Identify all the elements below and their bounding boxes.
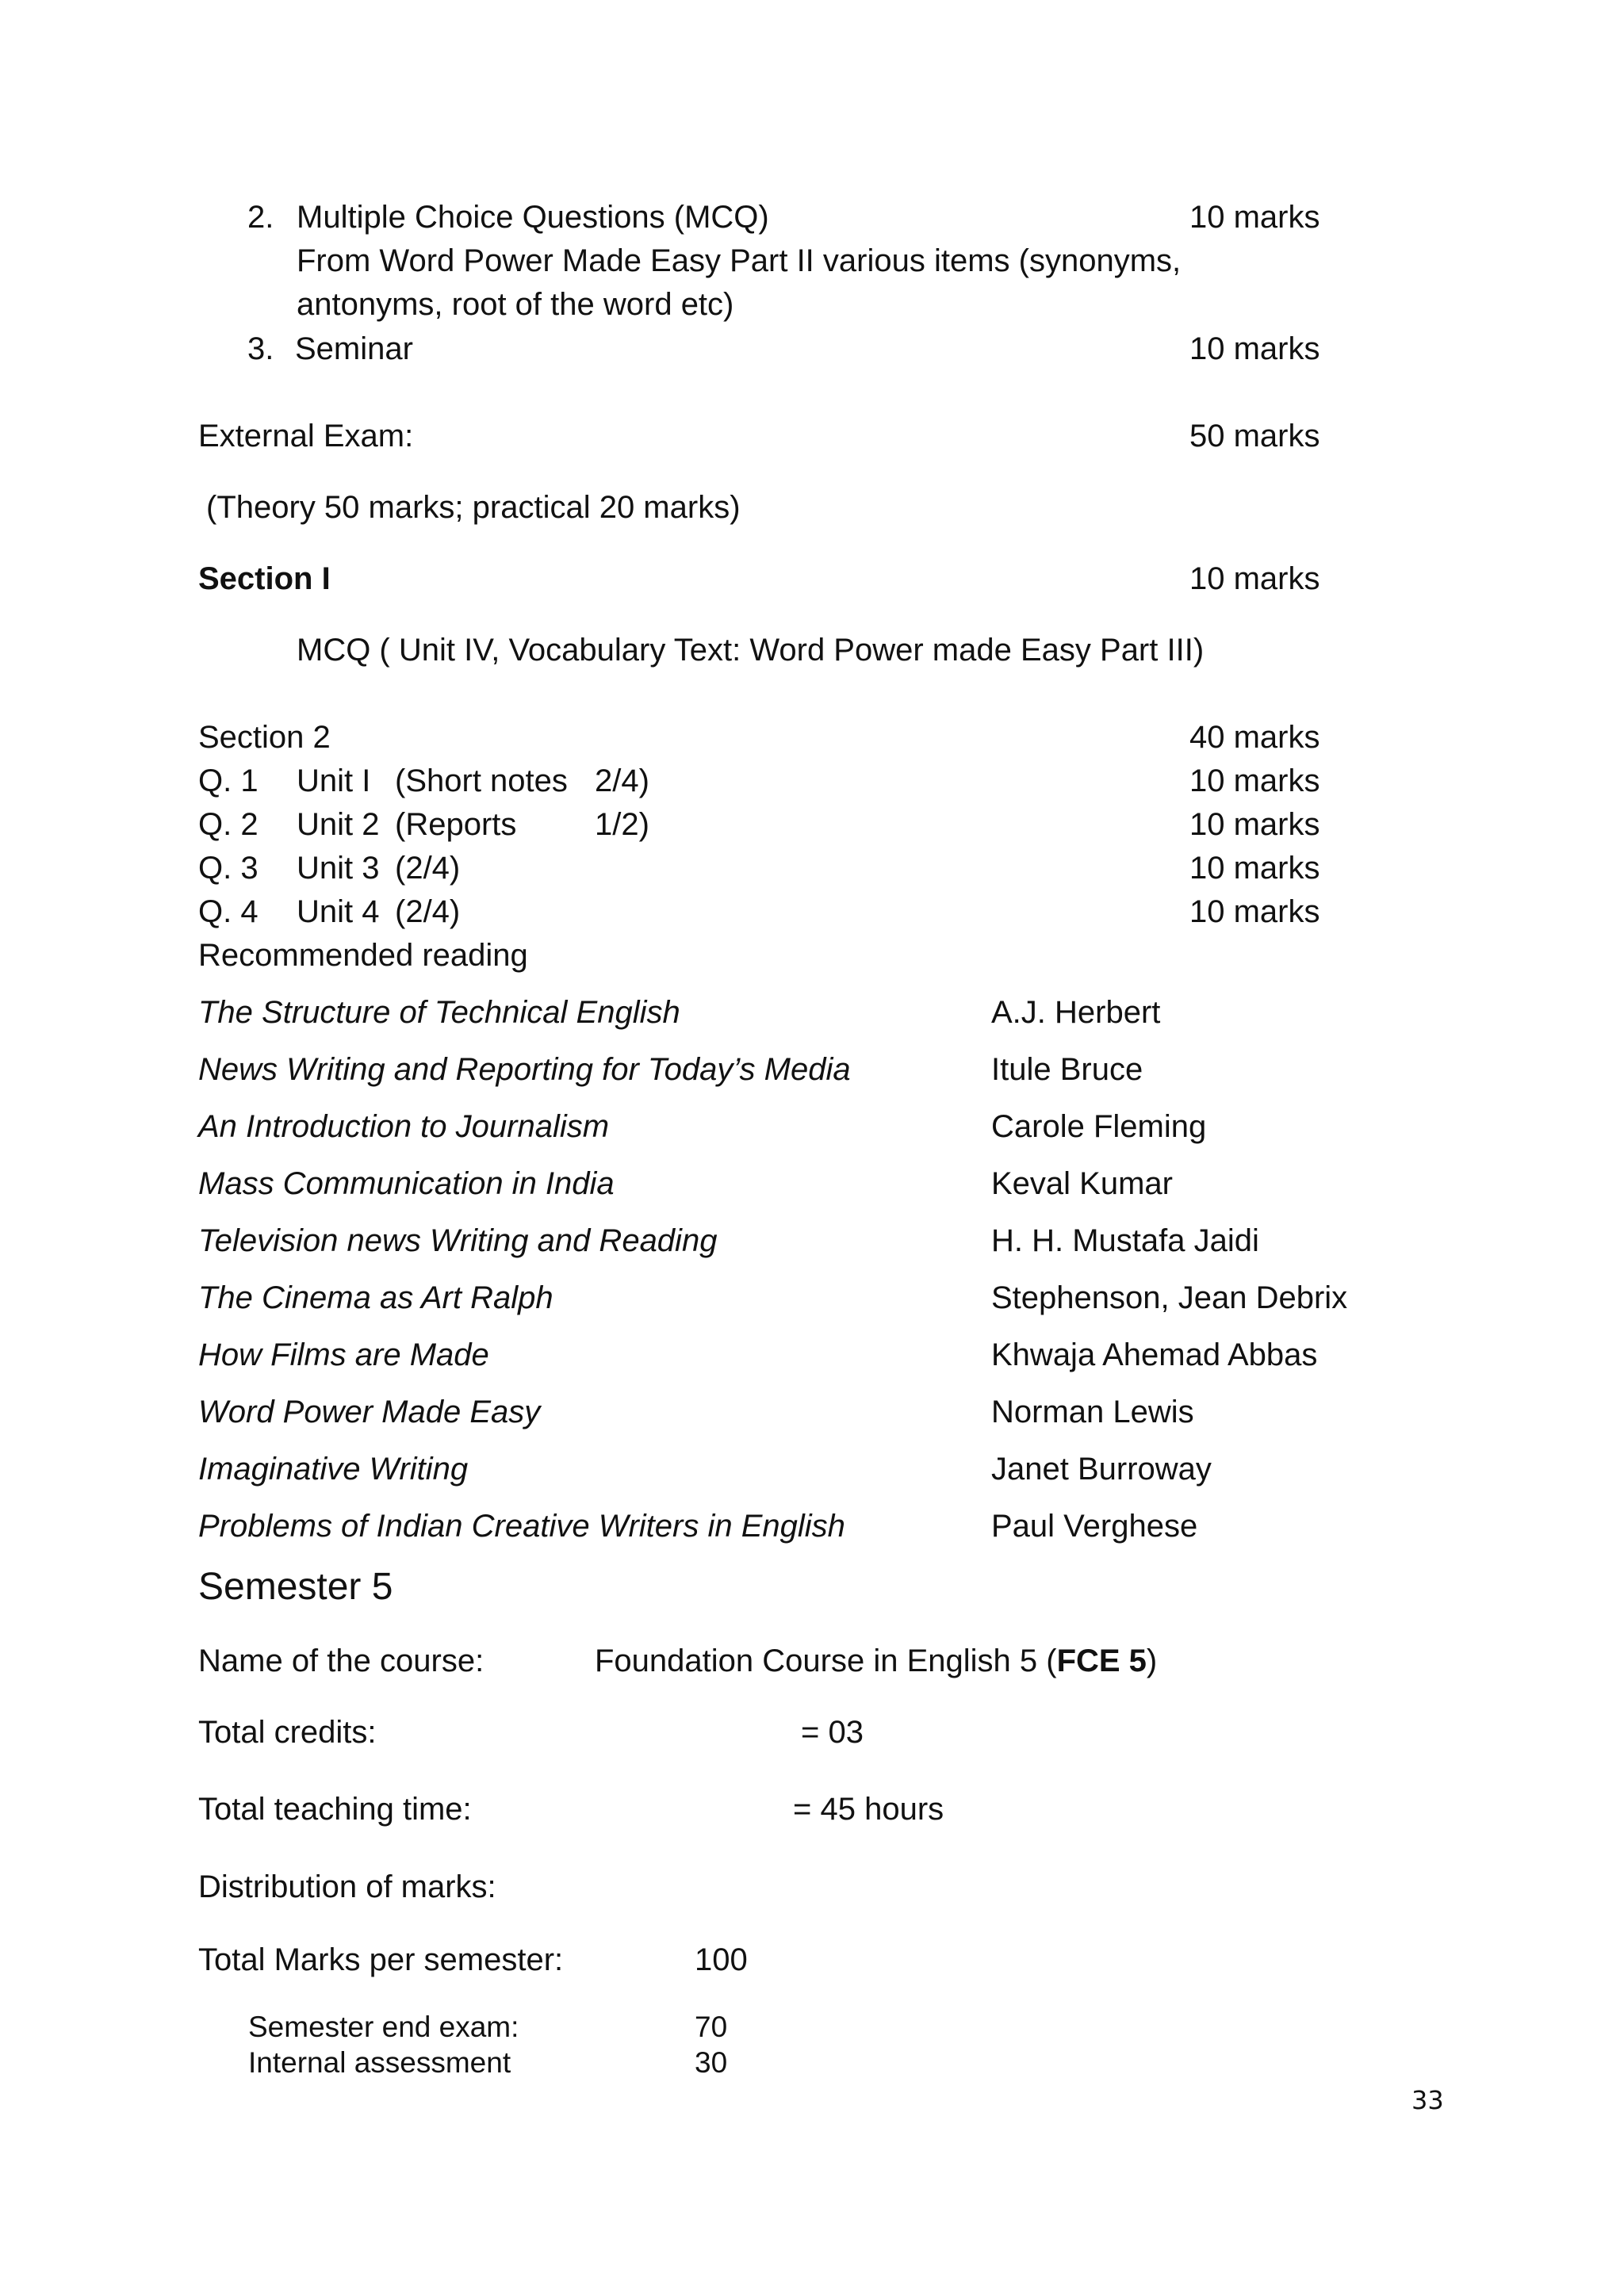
book-author: Paul Verghese: [991, 1509, 1198, 1544]
semester-end-exam-value: 70: [695, 2011, 728, 2043]
item-description: antonyms, root of the word etc): [297, 287, 734, 322]
question-fraction: 1/2): [595, 807, 649, 842]
question-detail: (2/4): [395, 851, 461, 886]
book-author: Norman Lewis: [991, 1395, 1194, 1429]
semester-end-exam-label: Semester end exam:: [248, 2011, 519, 2043]
book-author: Keval Kumar: [991, 1166, 1173, 1201]
section-2-label: Section 2: [198, 720, 331, 755]
book-title: Mass Communication in India: [198, 1166, 615, 1201]
total-marks-label: Total Marks per semester:: [198, 1942, 564, 1977]
recommended-reading-label: Recommended reading: [198, 938, 528, 973]
question-marks: 10 marks: [1189, 807, 1320, 842]
section-1-label: Section I: [198, 561, 331, 596]
question-marks: 10 marks: [1189, 763, 1320, 798]
book-title: The Cinema as Art Ralph: [198, 1280, 553, 1315]
semester-heading: Semester 5: [198, 1566, 393, 1608]
section-2-marks: 40 marks: [1189, 720, 1320, 755]
question-number: Q. 3: [198, 851, 259, 886]
book-author: Carole Fleming: [991, 1109, 1207, 1144]
question-detail: (Short notes: [395, 763, 568, 798]
item-number: 3.: [247, 331, 274, 366]
book-title: Television news Writing and Reading: [198, 1223, 718, 1258]
external-exam-label: External Exam:: [198, 419, 414, 453]
question-fraction: 2/4): [595, 763, 649, 798]
question-detail: (2/4): [395, 894, 461, 929]
item-description: From Word Power Made Easy Part II various items (synonyms,: [297, 243, 1182, 278]
question-number: Q. 4: [198, 894, 259, 929]
item-title: Seminar: [295, 331, 413, 366]
book-title: Word Power Made Easy: [198, 1395, 541, 1429]
external-exam-marks: 50 marks: [1189, 419, 1320, 453]
item-marks: 10 marks: [1189, 200, 1320, 235]
question-unit: Unit 2: [297, 807, 380, 842]
total-credits-value: = 03: [801, 1715, 864, 1750]
book-title: Imaginative Writing: [198, 1452, 469, 1487]
book-author: H. H. Mustafa Jaidi: [991, 1223, 1259, 1258]
question-number: Q. 1: [198, 763, 259, 798]
item-title: Multiple Choice Questions (MCQ): [297, 200, 769, 235]
book-author: Janet Burroway: [991, 1452, 1212, 1487]
internal-assessment-value: 30: [695, 2046, 728, 2079]
total-credits-label: Total credits:: [198, 1715, 377, 1750]
total-marks-value: 100: [695, 1942, 748, 1977]
section-1-description: MCQ ( Unit IV, Vocabulary Text: Word Power made Easy Part III): [297, 633, 1205, 668]
question-marks: 10 marks: [1189, 851, 1320, 886]
internal-assessment-label: Internal assessment: [248, 2046, 511, 2079]
course-name-label: Name of the course:: [198, 1644, 485, 1678]
distribution-label: Distribution of marks:: [198, 1869, 496, 1904]
book-title: How Films are Made: [198, 1337, 489, 1372]
book-author: Khwaja Ahemad Abbas: [991, 1337, 1318, 1372]
page-number: 33: [1411, 2085, 1444, 2115]
external-exam-note: (Theory 50 marks; practical 20 marks): [206, 490, 741, 525]
book-title: News Writing and Reporting for Today’s Media: [198, 1052, 851, 1087]
item-marks: 10 marks: [1189, 331, 1320, 366]
book-title: Problems of Indian Creative Writers in English: [198, 1509, 845, 1544]
question-number: Q. 2: [198, 807, 259, 842]
book-title: An Introduction to Journalism: [198, 1109, 610, 1144]
book-title: The Structure of Technical English: [198, 995, 680, 1030]
book-author: Itule Bruce: [991, 1052, 1143, 1087]
question-marks: 10 marks: [1189, 894, 1320, 929]
item-number: 2.: [247, 200, 274, 235]
question-unit: Unit I: [297, 763, 371, 798]
question-unit: Unit 3: [297, 851, 380, 886]
question-unit: Unit 4: [297, 894, 380, 929]
teaching-time-value: = 45 hours: [793, 1792, 944, 1827]
question-detail: (Reports: [395, 807, 517, 842]
book-author: Stephenson, Jean Debrix: [991, 1280, 1348, 1315]
teaching-time-label: Total teaching time:: [198, 1792, 472, 1827]
book-author: A.J. Herbert: [991, 995, 1161, 1030]
section-1-marks: 10 marks: [1189, 561, 1320, 596]
course-name-value: Foundation Course in English 5 (FCE 5): [595, 1644, 1158, 1678]
